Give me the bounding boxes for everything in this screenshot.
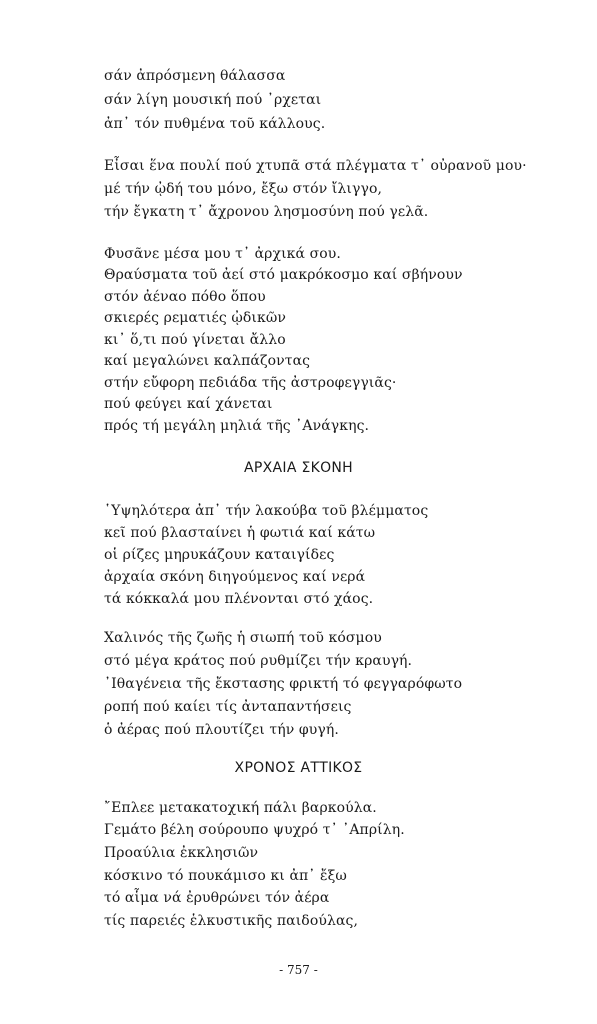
poem-title: ΧΡΟΝΟΣ ΑΤΤΙΚΟΣ [234,760,363,776]
verse-line: Προαύλια ἐκκλησιῶν [104,845,259,861]
verse-line: τήν ἔγκατη τ᾽ ἄχρονου λησμοσύνη πού γελᾶ. [104,204,429,220]
verse-line: ροπή πού καίει τίς ἀνταπαντήσεις [104,699,352,715]
verse-line: ῾Υψηλότερα ἀπ᾽ τήν λακούβα τοῦ βλέμματος [104,503,429,519]
verse-line: τό αἷμα νά ἐρυθρώνει τόν ἀέρα [104,890,330,906]
verse-line: Γεμάτο βέλη σούρουπο ψυχρό τ᾽ ᾽Απρίλη. [104,822,405,838]
verse-line: Φυσᾶνε μέσα μου τ᾽ ἀρχικά σου. [104,246,341,262]
verse-line: κόσκινο τό πουκάμισο κι ἀπ᾽ ἔξω [104,868,347,884]
verse-line: πρός τή μεγάλη μηλιά τῆς ᾽Ανάγκης. [104,418,370,434]
verse-line: τίς παρειές ἑλκυστικῆς παιδούλας, [104,913,358,929]
verse-line: στό μέγα κράτος πού ρυθμίζει τήν κραυγή. [104,653,413,669]
verse-line: ῎Επλεε μετακατοχική πάλι βαρκούλα. [104,800,377,816]
verse-line: ὁ ἀέρας πού πλουτίζει τήν φυγή. [104,722,339,738]
verse-line: ᾽Ιθαγένεια τῆς ἔκστασης φρικτή τό φεγγαρόφωτο [104,676,463,692]
verse-line: στόν ἀέναο πόθο ὅπου [104,289,266,305]
verse-line: καί μεγαλώνει καλπάζοντας [104,353,311,369]
verse-line: τά κόκκαλά μου πλένονται στό χάος. [104,591,374,607]
verse-line: κεῖ πού βλασταίνει ἡ φωτιά καί κάτω [104,525,376,541]
verse-line: οἱ ρίζες μηρυκάζουν καταιγίδες [104,547,335,563]
verse-line: μέ τήν ᾠδή του μόνο, ἔξω στόν ἴλιγγο, [104,181,383,197]
verse-line: κι᾽ ὅ,τι πού γίνεται ἄλλο [104,332,286,348]
verse-line: σάν λίγη μουσική πού ᾽ρχεται [104,92,322,108]
verse-line: Εἶσαι ἕνα πουλί πού χτυπᾶ στά πλέγματα τ᾽ οὐρανοῦ μου· [104,158,527,174]
page-number: - 757 - [279,963,318,977]
poem-title: ΑΡΧΑΙΑ ΣΚΟΝΗ [244,460,353,476]
verse-line: σάν ἀπρόσμενη θάλασσα [104,68,286,84]
verse-line: Χαλινός τῆς ζωῆς ἡ σιωπή τοῦ κόσμου [104,630,382,646]
verse-line: σκιερές ρεματιές ᾠδικῶν [104,310,286,326]
verse-line: ἀπ᾽ τόν πυθμένα τοῦ κάλλους. [104,116,326,132]
verse-line: πού φεύγει καί χάνεται [104,396,273,412]
verse-line: στήν εὔφορη πεδιάδα τῆς ἀστροφεγγιᾶς· [104,375,397,391]
verse-line: Θραύσματα τοῦ ἀεί στό μακρόκοσμο καί σβήνουν [104,267,463,283]
verse-line: ἀρχαία σκόνη διηγούμενος καί νερά [104,569,366,585]
